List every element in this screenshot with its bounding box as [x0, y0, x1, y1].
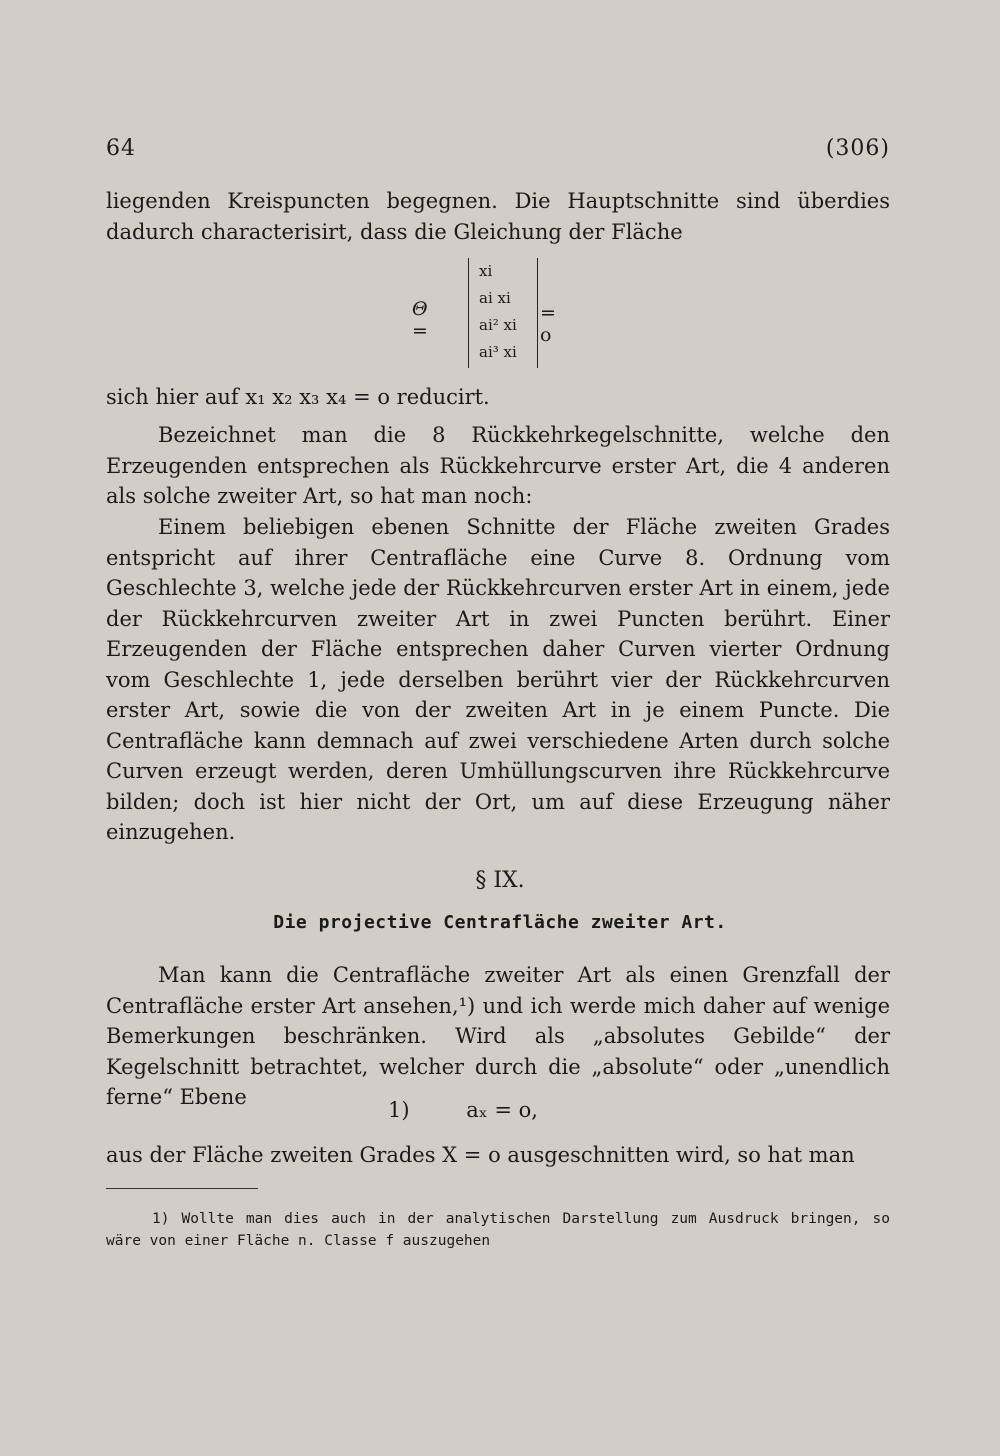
original-page-number: (306)	[825, 136, 890, 161]
paragraph-2-text: sich hier auf x₁ x₂ x₃ x₄ = o reducirt.	[106, 385, 490, 409]
paragraph-6-text: aus der Fläche zweiten Grades X = o ausgeschnitten wird, so hat man	[106, 1143, 855, 1167]
determinant-row: ai³ xi	[479, 343, 517, 361]
paragraph-2	[106, 382, 890, 413]
section-title: Die projective Centrafläche zweiter Art.	[273, 912, 727, 933]
determinant-column	[468, 258, 538, 368]
paragraph-5	[106, 960, 890, 1113]
formula-theta: Θ =	[412, 298, 428, 342]
paragraph-6	[106, 1140, 890, 1171]
determinant-row: xi	[479, 262, 493, 280]
paragraph-3	[106, 420, 890, 512]
paragraph-3-text: Bezeichnet man die 8 Rückkehrkegelschnitte, welche den Erzeugenden entsprechen als Rückkehrcurve erster Art, die 4 anderen als solche zweiter Art, so hat man noch:	[106, 423, 890, 508]
determinant-row: ai² xi	[479, 316, 517, 334]
equation-1	[388, 1098, 538, 1122]
paragraph-1-text: liegenden Kreispuncten begegnen. Die Hauptschnitte sind überdies dadurch characterisirt, dass die Gleichung der Fläche	[106, 189, 890, 244]
equation-1-expression: aₓ = o,	[466, 1098, 538, 1122]
determinant-row: ai xi	[479, 289, 511, 307]
paragraph-1	[106, 186, 890, 247]
paragraph-4-text: Einem beliebigen ebenen Schnitte der Fläche zweiten Grades entspricht auf ihrer Centrafläche eine Curve 8. Ordnung vom Geschlechte 3, welche jede der Rückkehrcurven erster Art in einem, jede der Rückkehrcurven zweiter Art in zwei Puncten berührt. Einer Erzeugenden der Fläche entsprechen daher Curven vierter Ordnung vom Geschlechte 1, jede derselben berührt vier der Rückkehrcurven erster Art, sowie die von der zweiten Art in je einem Puncte. Die Centrafläche kann demnach auf zwei verschiedene Arten durch solche Curven erzeugt werden, deren Umhüllungscurven ihre Rückkehrcurve bilden; doch ist hier nicht der Ort, um auf diese Erzeugung näher einzugehen.	[106, 515, 890, 844]
equation-1-number: 1)	[388, 1098, 410, 1122]
paragraph-5-text: Man kann die Centrafläche zweiter Art als einen Grenzfall der Centrafläche erster Art ansehen,¹) und ich werde mich daher auf wenige Bemerkungen beschränken. Wird als „absolutes Gebilde“ der Kegelschnitt betrachtet, welcher durch die „absolute“ oder „unendlich ferne“ Ebene	[106, 963, 890, 1109]
page-number: 64	[106, 136, 136, 161]
paragraph-4	[106, 512, 890, 848]
section-number: § IX.	[475, 868, 525, 893]
footnote-divider	[106, 1188, 258, 1189]
formula-equals-zero: = o	[540, 302, 556, 346]
footnote-text: 1) Wollte man dies auch in der analytischen Darstellung zum Ausdruck bringen, so wäre von einer Fläche n. Classe f auszugehen	[106, 1211, 890, 1249]
footnote	[106, 1208, 890, 1252]
